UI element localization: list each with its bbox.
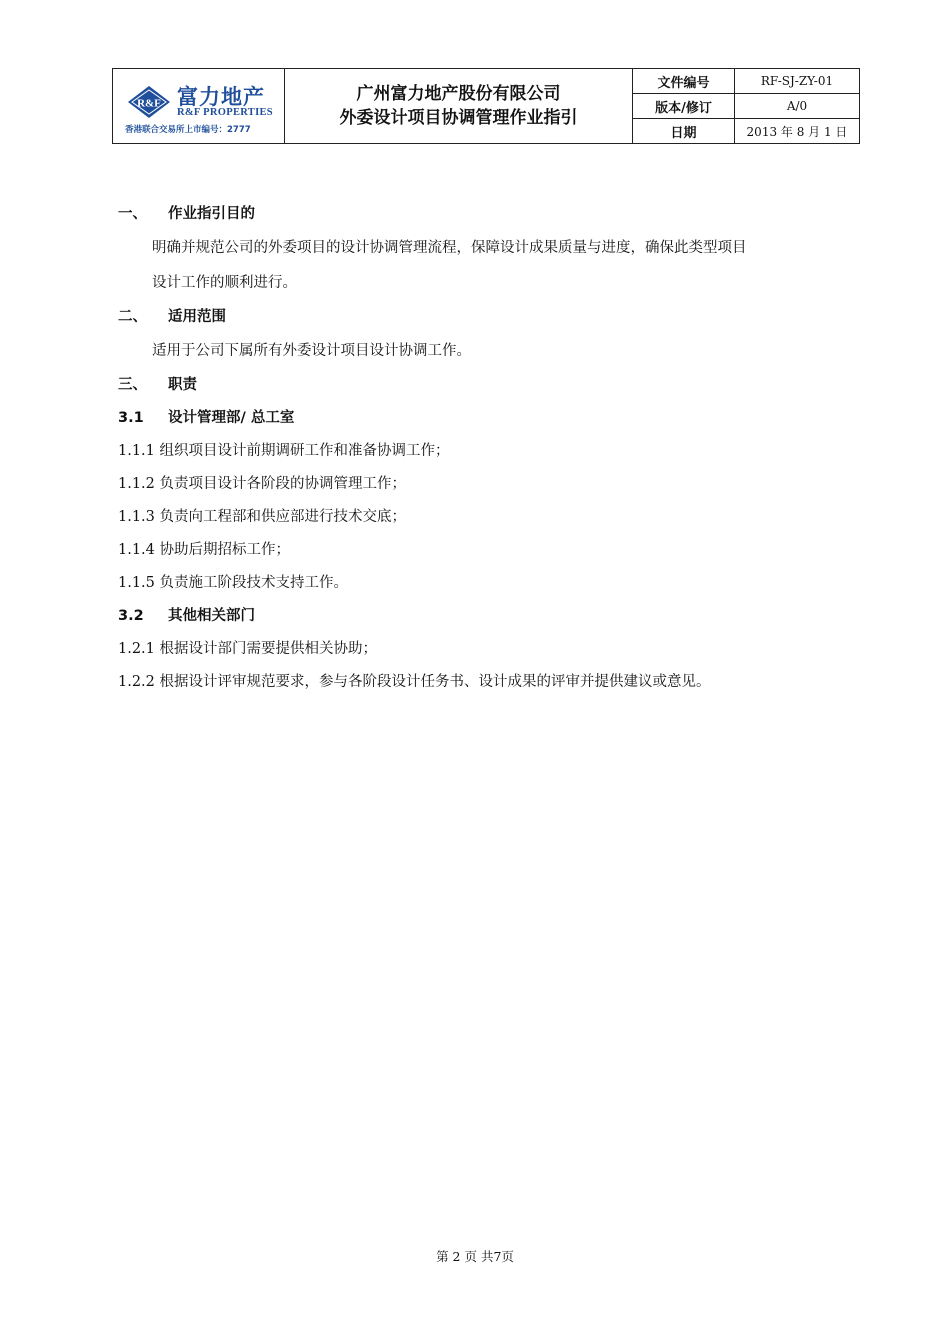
list-item: 1.1.2 负责项目设计各阶段的协调管理工作； — [118, 476, 407, 492]
meta-row-version — [633, 94, 859, 119]
subsection-title: 设计管理部/ 总工室 — [168, 410, 295, 426]
logo-english-name: R&F PROPERTIES — [177, 107, 273, 118]
section-number: 三、 — [118, 377, 147, 393]
section-heading-scope — [118, 301, 858, 334]
meta-key: 日期 — [633, 119, 735, 143]
company-logo — [113, 69, 285, 143]
header-title-block — [285, 69, 633, 143]
meta-value: A/0 — [786, 99, 808, 113]
list-item: 1.1.5 负责施工阶段技术支持工作。 — [118, 575, 349, 591]
list-item: 1.1.4 协助后期招标工作； — [118, 542, 291, 558]
rf-logo-icon — [127, 85, 171, 119]
list-item: 1.1.1 组织项目设计前期调研工作和准备协调工作； — [118, 443, 450, 459]
meta-value: 2013 年 8 月 1 日 — [746, 124, 848, 139]
purpose-paragraph-line2: 设计工作的顺利进行。 — [152, 275, 297, 291]
document-title: 外委设计项目协调管理作业指引 — [339, 108, 578, 128]
section-number: 二、 — [118, 309, 147, 325]
company-name: 广州富力地产股份有限公司 — [356, 84, 561, 104]
meta-key: 文件编号 — [633, 69, 735, 93]
section-title: 职责 — [168, 377, 197, 393]
section-heading-purpose — [118, 198, 858, 231]
document-meta — [633, 69, 859, 143]
meta-key: 版本/修订 — [633, 94, 735, 118]
purpose-paragraph-line1: 明确并规范公司的外委项目的设计协调管理流程，保障设计成果质量与进度，确保此类型项目 — [152, 240, 747, 256]
section-number: 一、 — [118, 206, 147, 222]
svg-text:R&F: R&F — [137, 97, 161, 110]
meta-row-doc-number — [633, 69, 859, 94]
list-item: 1.2.2 根据设计评审规范要求，参与各阶段设计任务书、设计成果的评审并提供建议或意见。 — [118, 674, 711, 690]
subsection-heading-other-departments — [118, 600, 858, 633]
document-header-table — [112, 68, 860, 144]
section-heading-duties — [118, 369, 858, 402]
section-title: 作业指引目的 — [168, 206, 255, 222]
document-body — [118, 198, 858, 699]
logo-listing-code: 香港联合交易所上市编号：2777 — [125, 125, 251, 135]
subsection-number: 3.1 — [118, 410, 144, 426]
list-item: 1.1.3 负责向工程部和供应部进行技术交底； — [118, 509, 407, 525]
list-item: 1.2.1 根据设计部门需要提供相关协助； — [118, 641, 378, 657]
meta-row-date — [633, 119, 859, 143]
meta-value: RF-SJ-ZY-01 — [760, 74, 834, 88]
subsection-number: 3.2 — [118, 608, 144, 624]
scope-paragraph: 适用于公司下属所有外委设计项目设计协调工作。 — [152, 343, 471, 359]
logo-chinese-name: 富力地产 — [177, 84, 265, 109]
subsection-title: 其他相关部门 — [168, 608, 255, 624]
section-title: 适用范围 — [168, 309, 226, 325]
subsection-heading-design-management — [118, 402, 858, 435]
page-number-footer: 第 2 页 共7页 — [436, 1249, 514, 1264]
